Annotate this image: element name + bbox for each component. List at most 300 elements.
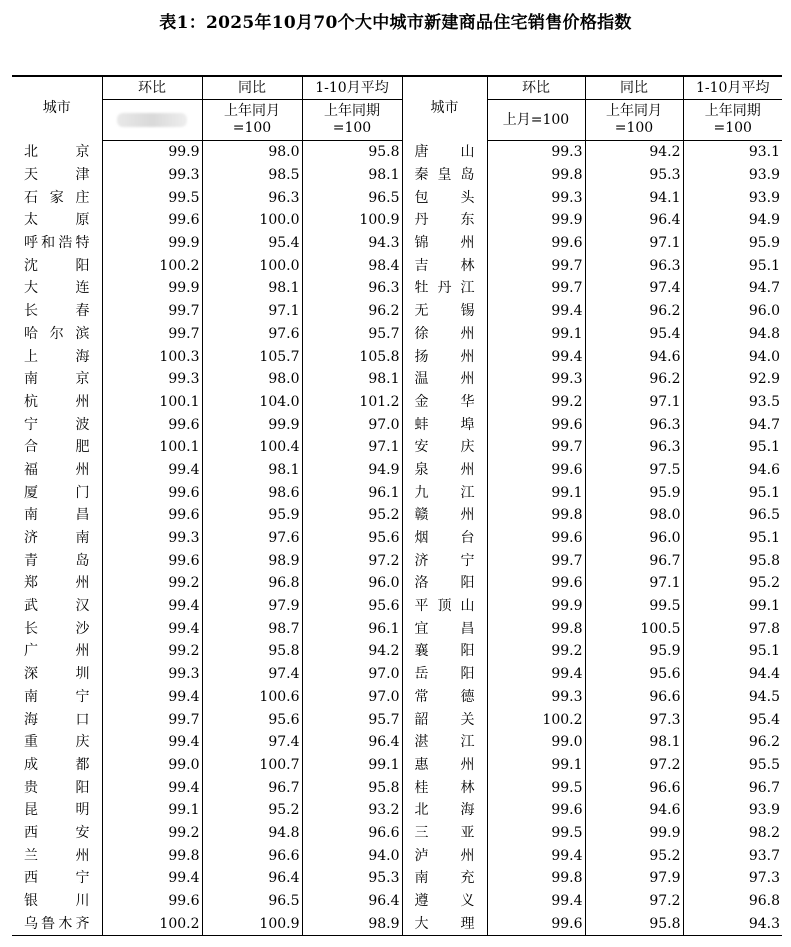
avg-value-left: 96.1 bbox=[302, 481, 402, 504]
yoy-value-right: 97.1 bbox=[585, 232, 683, 255]
city-name-right: 无锡 bbox=[402, 300, 487, 323]
mom-value-left: 100.3 bbox=[102, 345, 202, 368]
city-name-right: 济宁 bbox=[402, 549, 487, 572]
city-name-left: 成都 bbox=[24, 756, 90, 773]
city-name-left: 郑州 bbox=[24, 575, 90, 592]
yoy-value-left: 98.1 bbox=[202, 459, 302, 482]
mom-value-left: 99.3 bbox=[102, 527, 202, 550]
table-row bbox=[12, 686, 782, 709]
yoy-value-left: 96.8 bbox=[202, 572, 302, 595]
avg-value-right: 95.4 bbox=[683, 708, 782, 731]
city-name-right: 桂林 bbox=[402, 776, 487, 799]
city-name-right: 遵义 bbox=[402, 890, 487, 913]
city-name-left: 南宁 bbox=[24, 688, 90, 705]
city-name-left: 上海 bbox=[24, 348, 90, 365]
city-name-right: 吉林 bbox=[402, 254, 487, 277]
city-name-right: 韶关 bbox=[402, 708, 487, 731]
city-name-left: 贵阳 bbox=[24, 779, 90, 796]
header-avg-right: 1-10月平均 bbox=[683, 76, 782, 100]
avg-value-right: 95.5 bbox=[683, 754, 782, 777]
avg-value-left: 93.2 bbox=[302, 799, 402, 822]
yoy-value-left: 96.4 bbox=[202, 867, 302, 890]
yoy-base-line1: 上年同月 bbox=[606, 103, 662, 119]
avg-value-right: 95.1 bbox=[683, 527, 782, 550]
yoy-value-right: 96.2 bbox=[585, 368, 683, 391]
city-name-right: 赣州 bbox=[402, 504, 487, 527]
avg-value-right: 94.4 bbox=[683, 663, 782, 686]
yoy-value-left: 96.5 bbox=[202, 890, 302, 913]
yoy-value-left: 100.0 bbox=[202, 254, 302, 277]
avg-value-left: 94.0 bbox=[302, 844, 402, 867]
mom-value-left: 99.6 bbox=[102, 504, 202, 527]
table-row bbox=[12, 323, 782, 346]
city-name-left: 厦门 bbox=[24, 484, 90, 501]
mom-value-right: 99.4 bbox=[487, 300, 585, 323]
yoy-value-right: 96.4 bbox=[585, 209, 683, 232]
table-row bbox=[12, 345, 782, 368]
avg-value-right: 97.3 bbox=[683, 867, 782, 890]
city-name-left: 宁波 bbox=[24, 416, 90, 433]
yoy-value-left: 94.8 bbox=[202, 822, 302, 845]
yoy-value-right: 97.2 bbox=[585, 754, 683, 777]
city-name-left: 石家庄 bbox=[24, 189, 90, 206]
yoy-value-right: 94.1 bbox=[585, 186, 683, 209]
yoy-value-right: 97.5 bbox=[585, 459, 683, 482]
mom-value-right: 99.7 bbox=[487, 277, 585, 300]
avg-base-line2: =100 bbox=[713, 120, 752, 136]
yoy-value-left: 98.5 bbox=[202, 164, 302, 187]
city-name-right: 泉州 bbox=[402, 459, 487, 482]
city-name-right: 常德 bbox=[402, 686, 487, 709]
city-name-left: 深圳 bbox=[24, 666, 90, 683]
mom-value-left: 99.4 bbox=[102, 867, 202, 890]
mom-value-left: 99.4 bbox=[102, 595, 202, 618]
yoy-value-right: 96.3 bbox=[585, 254, 683, 277]
yoy-base-line2: =100 bbox=[232, 120, 272, 136]
yoy-value-left: 98.0 bbox=[202, 368, 302, 391]
avg-value-right: 92.9 bbox=[683, 368, 782, 391]
table-row bbox=[12, 708, 782, 731]
mom-value-right: 99.4 bbox=[487, 345, 585, 368]
yoy-value-left: 96.3 bbox=[202, 186, 302, 209]
table-row bbox=[12, 595, 782, 618]
mom-value-left: 99.3 bbox=[102, 164, 202, 187]
city-name-left: 银川 bbox=[24, 893, 90, 910]
mom-value-right: 99.5 bbox=[487, 822, 585, 845]
table-row bbox=[12, 754, 782, 777]
table-row bbox=[12, 844, 782, 867]
table-row bbox=[12, 209, 782, 232]
avg-value-left: 94.9 bbox=[302, 459, 402, 482]
avg-value-right: 94.7 bbox=[683, 413, 782, 436]
mom-value-right: 99.3 bbox=[487, 368, 585, 391]
yoy-value-left: 100.0 bbox=[202, 209, 302, 232]
avg-value-left: 95.6 bbox=[302, 527, 402, 550]
yoy-value-right: 95.8 bbox=[585, 912, 683, 935]
avg-value-left: 95.8 bbox=[302, 776, 402, 799]
yoy-value-left: 98.0 bbox=[202, 141, 302, 164]
avg-base-line2: =100 bbox=[332, 120, 372, 136]
table-title: 表1：2025年10月70个大中城市新建商品住宅销售价格指数 bbox=[159, 13, 632, 33]
yoy-value-right: 95.6 bbox=[585, 663, 683, 686]
yoy-value-right: 96.7 bbox=[585, 549, 683, 572]
yoy-value-right: 96.3 bbox=[585, 436, 683, 459]
city-name-left: 重庆 bbox=[24, 734, 90, 751]
yoy-base-line1: 上年同月 bbox=[224, 103, 280, 119]
mom-value-left: 99.1 bbox=[102, 799, 202, 822]
yoy-value-left: 97.9 bbox=[202, 595, 302, 618]
yoy-value-right: 99.5 bbox=[585, 595, 683, 618]
avg-value-right: 98.2 bbox=[683, 822, 782, 845]
table-row bbox=[12, 186, 782, 209]
header-yoy-base-right bbox=[585, 100, 683, 141]
yoy-value-right: 95.3 bbox=[585, 164, 683, 187]
table-row bbox=[12, 391, 782, 414]
city-name-right: 徐州 bbox=[402, 323, 487, 346]
avg-value-right: 95.1 bbox=[683, 436, 782, 459]
table-row bbox=[12, 413, 782, 436]
header-city-right: 城市 bbox=[402, 76, 487, 141]
mom-value-left: 99.4 bbox=[102, 686, 202, 709]
avg-value-right: 94.3 bbox=[683, 912, 782, 935]
yoy-value-right: 94.6 bbox=[585, 345, 683, 368]
avg-value-right: 96.8 bbox=[683, 890, 782, 913]
mom-value-left: 99.4 bbox=[102, 731, 202, 754]
mom-value-right: 99.9 bbox=[487, 209, 585, 232]
mom-value-right: 99.3 bbox=[487, 186, 585, 209]
city-name-left: 太原 bbox=[24, 212, 90, 229]
city-name-right: 九江 bbox=[402, 481, 487, 504]
header-yoy-left: 同比 bbox=[202, 76, 302, 100]
table-row bbox=[12, 549, 782, 572]
yoy-base-line2: =100 bbox=[614, 120, 654, 136]
city-name-left: 广州 bbox=[24, 643, 90, 660]
city-name-right: 包头 bbox=[402, 186, 487, 209]
avg-value-left: 97.0 bbox=[302, 413, 402, 436]
yoy-value-right: 95.4 bbox=[585, 323, 683, 346]
table-row bbox=[12, 822, 782, 845]
table-row bbox=[12, 617, 782, 640]
city-name-right: 锦州 bbox=[402, 232, 487, 255]
city-name-right: 温州 bbox=[402, 368, 487, 391]
yoy-value-left: 98.6 bbox=[202, 481, 302, 504]
mom-value-right: 99.6 bbox=[487, 232, 585, 255]
avg-value-left: 105.8 bbox=[302, 345, 402, 368]
mom-value-right: 99.6 bbox=[487, 459, 585, 482]
avg-value-right: 93.1 bbox=[683, 141, 782, 164]
city-name-right: 三亚 bbox=[402, 822, 487, 845]
mom-value-left: 99.4 bbox=[102, 459, 202, 482]
avg-value-left: 95.3 bbox=[302, 867, 402, 890]
avg-value-right: 94.9 bbox=[683, 209, 782, 232]
mom-value-left: 100.2 bbox=[102, 254, 202, 277]
mom-value-left: 100.2 bbox=[102, 912, 202, 935]
avg-value-right: 97.8 bbox=[683, 617, 782, 640]
header-yoy-base-left bbox=[202, 100, 302, 141]
avg-value-left: 96.1 bbox=[302, 617, 402, 640]
avg-value-left: 95.6 bbox=[302, 595, 402, 618]
yoy-value-left: 100.9 bbox=[202, 912, 302, 935]
mom-value-left: 99.2 bbox=[102, 572, 202, 595]
city-name-left: 北京 bbox=[24, 144, 90, 161]
yoy-value-left: 98.1 bbox=[202, 277, 302, 300]
avg-base-line1: 上年同期 bbox=[324, 103, 380, 119]
header-mom-base-left bbox=[102, 100, 202, 141]
yoy-value-left: 97.6 bbox=[202, 323, 302, 346]
city-name-left: 南京 bbox=[24, 371, 90, 388]
header-avg-base-right bbox=[683, 100, 782, 141]
mom-value-right: 99.2 bbox=[487, 640, 585, 663]
avg-value-left: 97.2 bbox=[302, 549, 402, 572]
avg-value-right: 94.8 bbox=[683, 323, 782, 346]
mom-value-left: 99.6 bbox=[102, 481, 202, 504]
avg-value-left: 95.7 bbox=[302, 708, 402, 731]
yoy-value-right: 95.2 bbox=[585, 844, 683, 867]
mom-value-left: 99.6 bbox=[102, 413, 202, 436]
mom-value-right: 99.7 bbox=[487, 549, 585, 572]
avg-value-right: 94.6 bbox=[683, 459, 782, 482]
avg-value-left: 95.8 bbox=[302, 141, 402, 164]
table-row bbox=[12, 254, 782, 277]
avg-value-left: 97.0 bbox=[302, 686, 402, 709]
yoy-value-right: 99.9 bbox=[585, 822, 683, 845]
table-row bbox=[12, 527, 782, 550]
mom-value-right: 99.1 bbox=[487, 481, 585, 504]
yoy-value-left: 97.4 bbox=[202, 663, 302, 686]
mom-value-right: 99.6 bbox=[487, 912, 585, 935]
mom-value-left: 99.4 bbox=[102, 776, 202, 799]
table-row bbox=[12, 300, 782, 323]
table-row bbox=[12, 232, 782, 255]
mom-value-left: 99.9 bbox=[102, 232, 202, 255]
avg-value-right: 99.1 bbox=[683, 595, 782, 618]
mom-value-left: 99.9 bbox=[102, 277, 202, 300]
city-name-right: 牡丹江 bbox=[402, 277, 487, 300]
avg-value-left: 95.7 bbox=[302, 323, 402, 346]
city-name-left: 青岛 bbox=[24, 552, 90, 569]
yoy-value-right: 97.4 bbox=[585, 277, 683, 300]
avg-value-left: 94.3 bbox=[302, 232, 402, 255]
table-row bbox=[12, 141, 782, 164]
avg-value-left: 95.2 bbox=[302, 504, 402, 527]
yoy-value-left: 100.4 bbox=[202, 436, 302, 459]
header-mom-right: 环比 bbox=[487, 76, 585, 100]
mom-value-right: 99.6 bbox=[487, 413, 585, 436]
avg-value-right: 93.9 bbox=[683, 186, 782, 209]
mom-value-left: 99.4 bbox=[102, 617, 202, 640]
avg-value-right: 95.1 bbox=[683, 640, 782, 663]
yoy-value-left: 96.6 bbox=[202, 844, 302, 867]
city-name-right: 蚌埠 bbox=[402, 413, 487, 436]
city-name-left: 西宁 bbox=[24, 870, 90, 887]
yoy-value-left: 95.6 bbox=[202, 708, 302, 731]
avg-value-right: 96.7 bbox=[683, 776, 782, 799]
header-avg-base-left bbox=[302, 100, 402, 141]
table-row bbox=[12, 481, 782, 504]
avg-value-left: 96.4 bbox=[302, 890, 402, 913]
yoy-value-right: 98.1 bbox=[585, 731, 683, 754]
avg-value-left: 96.2 bbox=[302, 300, 402, 323]
yoy-value-right: 95.9 bbox=[585, 481, 683, 504]
mom-value-right: 100.2 bbox=[487, 708, 585, 731]
mom-value-left: 99.3 bbox=[102, 663, 202, 686]
yoy-value-right: 97.9 bbox=[585, 867, 683, 890]
table-row bbox=[12, 277, 782, 300]
city-name-right: 岳阳 bbox=[402, 663, 487, 686]
yoy-value-left: 100.6 bbox=[202, 686, 302, 709]
avg-value-right: 95.1 bbox=[683, 481, 782, 504]
mom-value-left: 99.7 bbox=[102, 300, 202, 323]
avg-value-left: 96.6 bbox=[302, 822, 402, 845]
mom-value-left: 99.7 bbox=[102, 708, 202, 731]
city-name-left: 南昌 bbox=[24, 507, 90, 524]
table-row bbox=[12, 776, 782, 799]
avg-value-left: 98.1 bbox=[302, 368, 402, 391]
city-name-right: 金华 bbox=[402, 391, 487, 414]
avg-value-right: 94.7 bbox=[683, 277, 782, 300]
city-name-left: 乌鲁木齐 bbox=[12, 912, 102, 935]
mom-value-right: 99.4 bbox=[487, 890, 585, 913]
yoy-value-right: 97.1 bbox=[585, 572, 683, 595]
mom-value-left: 99.5 bbox=[102, 186, 202, 209]
mom-value-right: 99.6 bbox=[487, 527, 585, 550]
yoy-value-right: 96.2 bbox=[585, 300, 683, 323]
city-name-right: 唐山 bbox=[402, 141, 487, 164]
city-name-right: 扬州 bbox=[402, 345, 487, 368]
yoy-value-right: 95.9 bbox=[585, 640, 683, 663]
city-name-left: 长春 bbox=[24, 303, 90, 320]
avg-value-left: 94.2 bbox=[302, 640, 402, 663]
mom-value-right: 99.2 bbox=[487, 391, 585, 414]
city-name-left: 合肥 bbox=[24, 439, 90, 456]
avg-value-left: 96.4 bbox=[302, 731, 402, 754]
city-name-left: 武汉 bbox=[24, 598, 90, 615]
mom-value-left: 99.6 bbox=[102, 209, 202, 232]
city-name-right: 湛江 bbox=[402, 731, 487, 754]
mom-value-left: 99.3 bbox=[102, 368, 202, 391]
header-yoy-right: 同比 bbox=[585, 76, 683, 100]
mom-value-right: 99.5 bbox=[487, 776, 585, 799]
city-name-left: 昆明 bbox=[24, 802, 90, 819]
header-city-left: 城市 bbox=[12, 76, 102, 141]
avg-value-right: 94.0 bbox=[683, 345, 782, 368]
mom-value-right: 99.3 bbox=[487, 686, 585, 709]
mom-value-right: 99.7 bbox=[487, 436, 585, 459]
city-name-right: 襄阳 bbox=[402, 640, 487, 663]
yoy-value-right: 94.2 bbox=[585, 141, 683, 164]
avg-value-left: 98.9 bbox=[302, 912, 402, 935]
yoy-value-right: 97.3 bbox=[585, 708, 683, 731]
city-name-left: 济南 bbox=[24, 530, 90, 547]
table-row bbox=[12, 799, 782, 822]
yoy-value-left: 95.9 bbox=[202, 504, 302, 527]
yoy-value-left: 97.1 bbox=[202, 300, 302, 323]
mom-value-left: 99.6 bbox=[102, 890, 202, 913]
avg-value-left: 96.3 bbox=[302, 277, 402, 300]
table-row bbox=[12, 663, 782, 686]
avg-value-left: 100.9 bbox=[302, 209, 402, 232]
yoy-value-left: 98.7 bbox=[202, 617, 302, 640]
mom-value-left: 99.9 bbox=[102, 141, 202, 164]
mom-value-left: 99.0 bbox=[102, 754, 202, 777]
header-mom-left: 环比 bbox=[102, 76, 202, 100]
avg-value-left: 96.0 bbox=[302, 572, 402, 595]
avg-value-right: 95.9 bbox=[683, 232, 782, 255]
city-name-right: 丹东 bbox=[402, 209, 487, 232]
city-name-right: 秦皇岛 bbox=[402, 164, 487, 187]
city-name-left: 海口 bbox=[24, 711, 90, 728]
city-name-right: 洛阳 bbox=[402, 572, 487, 595]
mom-value-right: 99.6 bbox=[487, 799, 585, 822]
yoy-value-left: 97.4 bbox=[202, 731, 302, 754]
header-mom-base-right: 上月=100 bbox=[487, 100, 585, 141]
yoy-value-left: 95.8 bbox=[202, 640, 302, 663]
city-name-left: 天津 bbox=[24, 167, 90, 184]
avg-value-right: 95.8 bbox=[683, 549, 782, 572]
table-row bbox=[12, 572, 782, 595]
avg-value-left: 98.1 bbox=[302, 164, 402, 187]
mom-value-right: 99.8 bbox=[487, 867, 585, 890]
table-row bbox=[12, 867, 782, 890]
city-name-right: 宜昌 bbox=[402, 617, 487, 640]
table-row bbox=[12, 459, 782, 482]
city-name-right: 泸州 bbox=[402, 844, 487, 867]
mom-value-left: 99.2 bbox=[102, 822, 202, 845]
yoy-value-right: 98.0 bbox=[585, 504, 683, 527]
avg-value-right: 95.1 bbox=[683, 254, 782, 277]
yoy-value-left: 105.7 bbox=[202, 345, 302, 368]
city-name-left: 沈阳 bbox=[24, 257, 90, 274]
yoy-value-right: 94.6 bbox=[585, 799, 683, 822]
mom-value-left: 99.6 bbox=[102, 549, 202, 572]
city-name-left: 兰州 bbox=[24, 847, 90, 864]
yoy-value-right: 96.0 bbox=[585, 527, 683, 550]
avg-value-right: 95.2 bbox=[683, 572, 782, 595]
avg-value-right: 94.5 bbox=[683, 686, 782, 709]
avg-value-right: 93.9 bbox=[683, 799, 782, 822]
mom-value-left: 99.8 bbox=[102, 844, 202, 867]
avg-value-left: 97.1 bbox=[302, 436, 402, 459]
mom-value-right: 99.8 bbox=[487, 504, 585, 527]
city-name-right: 平顶山 bbox=[402, 595, 487, 618]
yoy-value-left: 96.7 bbox=[202, 776, 302, 799]
mom-value-right: 99.3 bbox=[487, 141, 585, 164]
mom-value-right: 99.9 bbox=[487, 595, 585, 618]
table-body bbox=[12, 141, 782, 936]
avg-value-left: 96.5 bbox=[302, 186, 402, 209]
table-row bbox=[12, 640, 782, 663]
city-name-left: 福州 bbox=[24, 461, 90, 478]
avg-value-right: 96.2 bbox=[683, 731, 782, 754]
city-name-right: 北海 bbox=[402, 799, 487, 822]
yoy-value-right: 97.2 bbox=[585, 890, 683, 913]
city-name-left: 长沙 bbox=[24, 620, 90, 637]
price-index-table bbox=[12, 75, 782, 936]
yoy-value-right: 96.3 bbox=[585, 413, 683, 436]
city-name-right: 烟台 bbox=[402, 527, 487, 550]
yoy-value-left: 99.9 bbox=[202, 413, 302, 436]
avg-base-line1: 上年同期 bbox=[704, 103, 761, 119]
mom-value-left: 100.1 bbox=[102, 391, 202, 414]
table-row bbox=[12, 436, 782, 459]
mom-value-right: 99.4 bbox=[487, 663, 585, 686]
city-name-left: 西安 bbox=[24, 824, 90, 841]
city-name-right: 大理 bbox=[402, 912, 487, 935]
avg-value-right: 96.0 bbox=[683, 300, 782, 323]
mom-value-right: 99.0 bbox=[487, 731, 585, 754]
avg-value-right: 93.5 bbox=[683, 391, 782, 414]
table-row bbox=[12, 890, 782, 913]
